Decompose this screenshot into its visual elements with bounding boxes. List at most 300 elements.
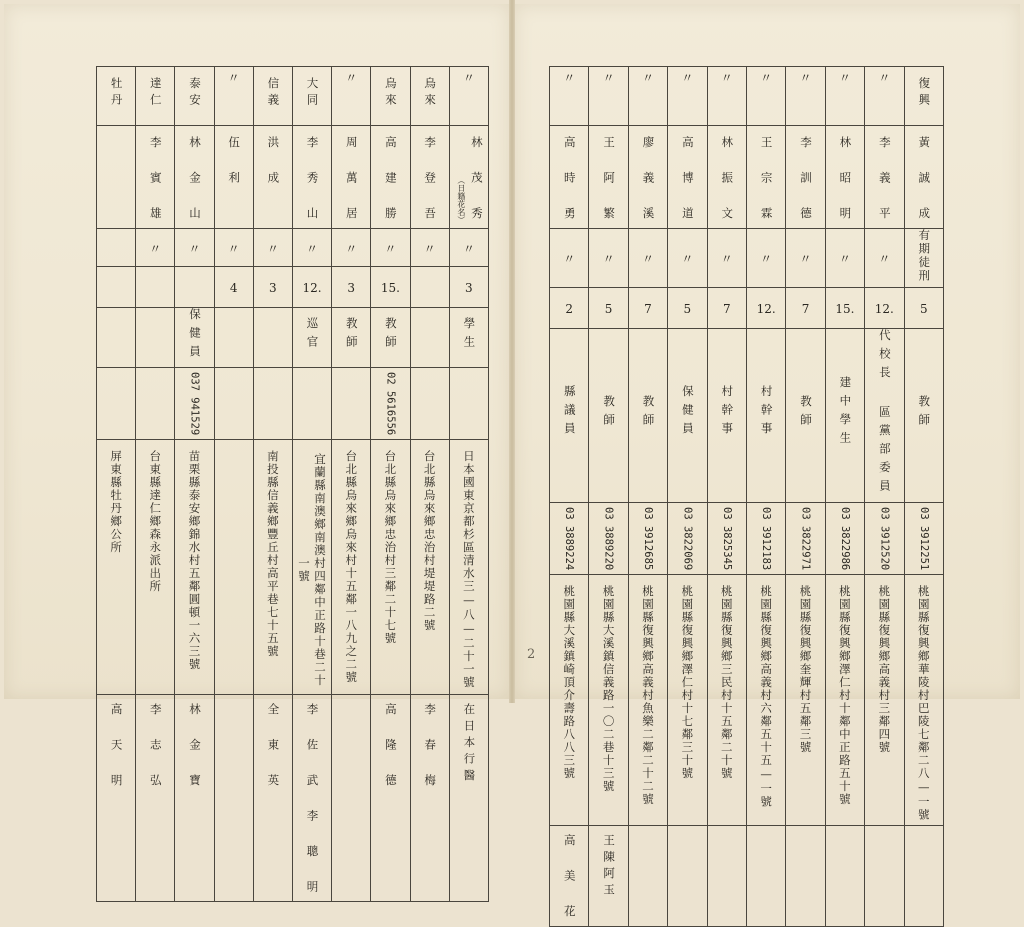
cell-tel (292, 368, 331, 440)
type-text: 〃 (878, 252, 891, 266)
place-text: 〃 (345, 71, 358, 85)
type-text: 〃 (602, 252, 615, 266)
address-text: 宜蘭縣南澳鄉南澳村四鄰中正路十巷二十一號 (297, 453, 328, 688)
cell-contact (786, 826, 825, 927)
address-text: 台北縣烏來鄉忠治村三鄰二十七號 (383, 450, 398, 646)
cell-name (136, 126, 175, 229)
cell-tel (825, 502, 864, 574)
number-text: 3 (347, 281, 356, 295)
cell-job (371, 307, 410, 368)
row-contact (97, 695, 489, 902)
cell-tel (175, 368, 214, 440)
cell-name (410, 126, 449, 229)
address-text: 台北縣烏來鄉烏來村十五鄰一八九之二號 (344, 450, 359, 685)
cell-number (628, 287, 667, 328)
type-text: 〃 (188, 241, 201, 256)
place-text: 達仁 (148, 77, 163, 110)
cell-type (175, 228, 214, 266)
type-text: 〃 (681, 252, 694, 266)
name-text: 林 振 文 (720, 136, 735, 224)
cell-job (332, 307, 371, 368)
type-text: 〃 (423, 241, 436, 256)
name-note-text: （日籍花名） (456, 175, 466, 224)
name-text: 李 賓 雄 (148, 136, 163, 224)
place-text: 泰安 (187, 77, 202, 110)
cell-name (904, 126, 943, 229)
job-text: 村幹事 (720, 385, 735, 441)
cell-contact (668, 826, 707, 927)
cell-address (904, 574, 943, 826)
tel-text: 03 3912183 (760, 506, 773, 570)
name-text: 王 宗 霖 (759, 136, 774, 224)
cell-type (214, 228, 253, 266)
number-text: 12. (756, 302, 776, 316)
cell-tel (707, 502, 746, 574)
place-text: 〃 (602, 71, 615, 85)
cell-tel (136, 368, 175, 440)
cell-name (253, 126, 292, 229)
address-text: 南投縣信義鄉豐丘村高平巷七十五號 (265, 450, 280, 659)
cell-job (786, 328, 825, 502)
cell-contact (707, 826, 746, 927)
cell-address (292, 440, 331, 695)
cell-tel (786, 502, 825, 574)
job-text: 教師 (641, 394, 656, 432)
cell-contact (97, 695, 136, 902)
cell-contact (589, 826, 628, 927)
cell-number (214, 266, 253, 307)
name-text: 林 昭 明 (838, 136, 853, 224)
place-text: 〃 (462, 71, 475, 85)
place-text: 信義 (266, 77, 281, 110)
cell-place (746, 67, 785, 126)
address-text: 日本國東京都杉區清水三—八—二十一號 (461, 450, 476, 690)
type-text: 〃 (306, 241, 319, 256)
cell-tel (746, 502, 785, 574)
address-text: 桃園縣復興鄉澤仁村十鄰中正路五十號 (837, 584, 852, 806)
cell-contact (214, 695, 253, 902)
cell-type (371, 228, 410, 266)
cell-job (292, 307, 331, 368)
cell-type (628, 228, 667, 287)
type-text: 〃 (345, 241, 358, 256)
number-text: 5 (683, 302, 692, 316)
place-text: 〃 (563, 71, 576, 85)
cell-address (550, 574, 589, 826)
type-text: 有期徒刑 (917, 228, 932, 283)
cell-tel (904, 502, 943, 574)
cell-type (865, 228, 904, 287)
address-text: 桃園縣大溪鎮崎頂介壽路八八三號 (562, 584, 577, 780)
row-name (550, 126, 944, 229)
name-text: 廖 義 溪 (641, 136, 656, 224)
cell-place (550, 67, 589, 126)
tel-text: 03 3822069 (681, 506, 694, 570)
cell-place (292, 67, 331, 126)
place-text: 烏來 (383, 77, 398, 110)
row-type (550, 228, 944, 287)
row-tel (97, 368, 489, 440)
cell-address (825, 574, 864, 826)
cell-place (332, 67, 371, 126)
cell-contact (253, 695, 292, 902)
type-text: 〃 (563, 252, 576, 266)
type-text: 〃 (838, 252, 851, 266)
number-text: 15. (380, 281, 400, 295)
cell-contact (628, 826, 667, 927)
contact-text: 王陳阿玉 (602, 834, 617, 901)
cell-name (371, 126, 410, 229)
cell-number (904, 287, 943, 328)
name-text: 李 義 平 (877, 136, 892, 224)
cell-job (253, 307, 292, 368)
cell-tel (214, 368, 253, 440)
address-text: 桃園縣復興鄉奎輝村五鄰三號 (798, 584, 813, 754)
tel-text: 02 5616556 (384, 372, 397, 436)
cell-number (332, 266, 371, 307)
type-text: 〃 (641, 252, 654, 266)
row-address (97, 440, 489, 695)
tel-text: 03 3912520 (878, 506, 891, 570)
name-text: 伍 利 (227, 136, 242, 188)
cell-tel (628, 502, 667, 574)
place-text: 〃 (641, 71, 654, 85)
cell-job (449, 307, 488, 368)
cell-type (449, 228, 488, 266)
cell-tel (865, 502, 904, 574)
name-text: 李 訓 德 (799, 136, 814, 224)
cell-contact (904, 826, 943, 927)
contact-text: 李 春 梅 (423, 703, 438, 791)
job-text: 教師 (799, 394, 814, 432)
cell-address (410, 440, 449, 695)
tel-text: 03 3912685 (641, 506, 654, 570)
cell-place (628, 67, 667, 126)
address-text: 桃園縣復興鄉高義村三鄰四號 (877, 584, 892, 754)
cell-place (410, 67, 449, 126)
number-text: 7 (722, 302, 731, 316)
tel-text: 03 3822971 (799, 506, 812, 570)
place-text: 烏來 (423, 77, 438, 110)
cell-number (668, 287, 707, 328)
row-job (97, 307, 489, 368)
cell-contact (449, 695, 488, 902)
cell-place (589, 67, 628, 126)
contact-text: 林 金 寶 (187, 703, 202, 791)
cell-place (175, 67, 214, 126)
cell-place (786, 67, 825, 126)
cell-number (707, 287, 746, 328)
type-text: 〃 (760, 252, 773, 266)
cell-name (175, 126, 214, 229)
number-text: 4 (229, 281, 238, 295)
address-text: 台東縣達仁鄉森永派出所 (148, 450, 163, 594)
cell-name (628, 126, 667, 229)
row-type (97, 228, 489, 266)
type-text: 〃 (720, 252, 733, 266)
contact-text: 高 隆 德 (383, 703, 398, 791)
cell-contact (825, 826, 864, 927)
cell-contact (865, 826, 904, 927)
cell-job (628, 328, 667, 502)
cell-number (292, 266, 331, 307)
place-text: 牡丹 (109, 77, 124, 110)
name-text: 周 萬 居 (344, 136, 359, 224)
number-text: 5 (919, 302, 928, 316)
name-text: 黃 誠 成 (917, 136, 932, 224)
name-text: 洪 成 (266, 136, 281, 188)
tel-text: 03 3822986 (838, 506, 851, 570)
cell-address (136, 440, 175, 695)
address-text: 屏東縣牡丹鄉公所 (109, 450, 124, 555)
address-text: 桃園縣復興鄉高義村魚樂二鄰二十二號 (640, 584, 655, 806)
book-gutter (509, 0, 515, 703)
contact-text: 全 東 英 (266, 703, 281, 791)
cell-place (865, 67, 904, 126)
job-text: 教師 (383, 316, 398, 354)
cell-name (786, 126, 825, 229)
row-number (97, 266, 489, 307)
place-text: 〃 (799, 71, 812, 85)
cell-number (136, 266, 175, 307)
cell-place (253, 67, 292, 126)
cell-number (449, 266, 488, 307)
cell-number (97, 266, 136, 307)
job-text: 學生 (462, 316, 477, 354)
name-text: 高 博 道 (680, 136, 695, 224)
cell-type (550, 228, 589, 287)
cell-job (410, 307, 449, 368)
address-text: 桃園縣復興鄉澤仁村十七鄰三十號 (680, 584, 695, 780)
cell-tel (253, 368, 292, 440)
cell-contact (332, 695, 371, 902)
type-text: 〃 (266, 241, 279, 256)
number-text: 3 (269, 281, 277, 295)
cell-name (97, 126, 136, 229)
place-text: 〃 (878, 71, 891, 85)
contact-text: 李 佐 武 李 聰 明 (305, 703, 320, 898)
cell-name (214, 126, 253, 229)
job-text: 建中學生 (838, 376, 853, 450)
cell-number (589, 287, 628, 328)
cell-job (865, 328, 904, 502)
row-job (550, 328, 944, 502)
contact-text: 李 志 弘 (148, 703, 163, 791)
row-contact (550, 826, 944, 927)
name-text: 高 建 勝 (383, 136, 398, 224)
cell-type (589, 228, 628, 287)
type-text: 〃 (227, 241, 240, 256)
cell-name (707, 126, 746, 229)
cell-name (865, 126, 904, 229)
job-text: 教師 (917, 394, 932, 432)
cell-name (746, 126, 785, 229)
name-text: 林 茂 秀 (469, 136, 484, 224)
tel-text: 03 3889224 (563, 506, 576, 570)
row-place (97, 67, 489, 126)
number-text: 3 (465, 281, 473, 295)
number-text: 7 (644, 302, 652, 316)
cell-contact (136, 695, 175, 902)
cell-job (904, 328, 943, 502)
page-marker: 2 (527, 647, 536, 662)
cell-type (786, 228, 825, 287)
cell-type (410, 228, 449, 266)
tel-text: 037 941529 (188, 372, 201, 436)
name-text: 林 金 山 (187, 136, 202, 224)
cell-number (371, 266, 410, 307)
cell-number (175, 266, 214, 307)
cell-tel (589, 502, 628, 574)
cell-address (175, 440, 214, 695)
type-text: 〃 (462, 241, 475, 256)
cell-address (97, 440, 136, 695)
tel-text: 03 3825345 (720, 506, 733, 570)
cell-place (97, 67, 136, 126)
place-text: 〃 (720, 71, 733, 85)
number-text: 7 (801, 302, 810, 316)
cell-name (449, 126, 488, 229)
place-text: 〃 (227, 71, 240, 85)
address-text: 桃園縣復興鄉三民村十五鄰二十號 (719, 584, 734, 780)
cell-address (332, 440, 371, 695)
address-text: 苗栗縣泰安鄉錦水村五鄰圓頓一六三號 (187, 450, 202, 672)
cell-address (707, 574, 746, 826)
address-text: 桃園縣復興鄉華陵村巴陵七鄰二八—一號 (916, 584, 931, 822)
cell-place (825, 67, 864, 126)
cell-address (746, 574, 785, 826)
cell-tel (410, 368, 449, 440)
job-text: 巡官 (305, 316, 320, 354)
left-register-table (96, 66, 489, 902)
cell-job (97, 307, 136, 368)
job-text: 保健員 (680, 385, 695, 441)
cell-job (825, 328, 864, 502)
cell-type (825, 228, 864, 287)
cell-address (214, 440, 253, 695)
cell-name (668, 126, 707, 229)
cell-name (332, 126, 371, 229)
cell-place (449, 67, 488, 126)
job-text: 保健員 (187, 307, 202, 363)
cell-number (825, 287, 864, 328)
cell-tel (97, 368, 136, 440)
job-text: 教師 (602, 394, 617, 432)
type-text: 〃 (149, 241, 162, 256)
tel-text: 03 3889220 (602, 506, 615, 570)
cell-tel (371, 368, 410, 440)
place-text: 〃 (681, 71, 694, 85)
cell-address (628, 574, 667, 826)
cell-type (292, 228, 331, 266)
cell-address (865, 574, 904, 826)
cell-job (707, 328, 746, 502)
address-text: 台北縣烏來鄉忠治村堤堤路二號 (422, 450, 437, 633)
cell-type (746, 228, 785, 287)
cell-type (97, 228, 136, 266)
cell-type (136, 228, 175, 266)
cell-type (253, 228, 292, 266)
cell-type (707, 228, 746, 287)
right-register-table (549, 66, 944, 927)
type-text: 〃 (384, 241, 397, 256)
cell-number (865, 287, 904, 328)
cell-type (904, 228, 943, 287)
cell-contact (410, 695, 449, 902)
address-text: 桃園縣大溪鎮信義路一〇二巷十三號 (601, 584, 616, 793)
name-text: 李 登 吾 (423, 136, 438, 224)
cell-number (786, 287, 825, 328)
cell-name (589, 126, 628, 229)
number-text: 12. (302, 281, 322, 295)
contact-text: 高 天 明 (109, 703, 124, 791)
name-text: 李 秀 山 (305, 136, 320, 224)
row-tel (550, 502, 944, 574)
cell-job (550, 328, 589, 502)
cell-address (449, 440, 488, 695)
cell-type (332, 228, 371, 266)
tel-text: 03 3912251 (917, 506, 930, 570)
cell-contact (371, 695, 410, 902)
cell-job (175, 307, 214, 368)
cell-tel (550, 502, 589, 574)
number-text: 15. (835, 302, 855, 316)
cell-contact (175, 695, 214, 902)
address-text: 桃園縣復興鄉高義村六鄰五十五—一號 (759, 584, 774, 809)
number-text: 2 (565, 302, 574, 316)
cell-job (746, 328, 785, 502)
cell-number (746, 287, 785, 328)
cell-address (371, 440, 410, 695)
row-number (550, 287, 944, 328)
cell-job (136, 307, 175, 368)
name-text: 高 時 勇 (562, 136, 577, 224)
cell-address (786, 574, 825, 826)
cell-place (371, 67, 410, 126)
job-text: 代校長 區黨部委員 (877, 328, 892, 498)
place-text: 復興 (917, 77, 932, 110)
cell-tel (668, 502, 707, 574)
row-address (550, 574, 944, 826)
cell-address (589, 574, 628, 826)
name-text: 王 阿 繁 (602, 136, 617, 224)
cell-job (214, 307, 253, 368)
number-text: 12. (874, 302, 894, 316)
place-text: 大同 (305, 77, 320, 110)
cell-tel (449, 368, 488, 440)
cell-place (707, 67, 746, 126)
job-text: 村幹事 (759, 385, 774, 441)
cell-address (668, 574, 707, 826)
cell-place (904, 67, 943, 126)
contact-text: 在日本行醫 (462, 703, 477, 786)
row-name (97, 126, 489, 229)
cell-job (589, 328, 628, 502)
cell-type (668, 228, 707, 287)
place-text: 〃 (838, 71, 851, 85)
cell-contact (550, 826, 589, 927)
place-text: 〃 (760, 71, 773, 85)
cell-job (668, 328, 707, 502)
cell-number (410, 266, 449, 307)
cell-name (825, 126, 864, 229)
cell-name (292, 126, 331, 229)
cell-place (214, 67, 253, 126)
cell-name (550, 126, 589, 229)
cell-contact (746, 826, 785, 927)
cell-place (668, 67, 707, 126)
job-text: 教師 (344, 316, 359, 354)
